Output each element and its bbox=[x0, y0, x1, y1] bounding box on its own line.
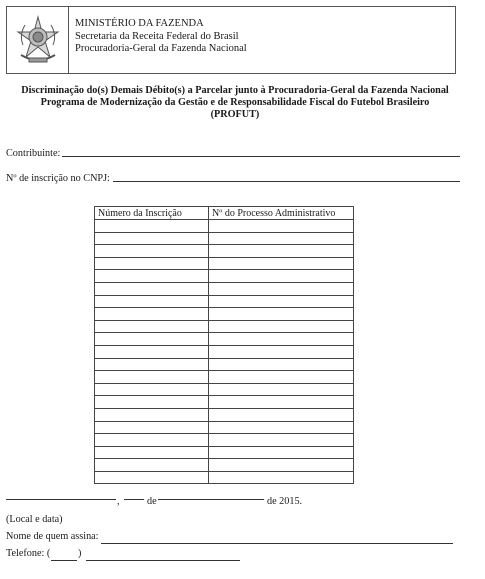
signer-label: Nome de quem assina: bbox=[6, 531, 99, 542]
inscricao-cell[interactable] bbox=[95, 333, 209, 346]
table-row bbox=[95, 333, 354, 346]
processo-cell[interactable] bbox=[209, 421, 354, 434]
table-row bbox=[95, 245, 354, 258]
processo-cell[interactable] bbox=[209, 471, 354, 484]
processo-cell[interactable] bbox=[209, 232, 354, 245]
day-field[interactable] bbox=[124, 499, 144, 500]
table-row bbox=[95, 295, 354, 308]
signer-field[interactable] bbox=[101, 531, 453, 544]
processo-cell[interactable] bbox=[209, 459, 354, 472]
table-row bbox=[95, 232, 354, 245]
processo-cell[interactable] bbox=[209, 245, 354, 258]
inscricao-cell[interactable] bbox=[95, 270, 209, 283]
inscricao-cell[interactable] bbox=[95, 434, 209, 447]
processo-cell[interactable] bbox=[209, 270, 354, 283]
processo-cell[interactable] bbox=[209, 320, 354, 333]
table-row bbox=[95, 421, 354, 434]
title-line-3: (PROFUT) bbox=[210, 109, 260, 120]
phone-area-field[interactable] bbox=[51, 548, 77, 561]
col-inscricao-header: Número da Inscrição bbox=[95, 207, 209, 220]
table-row bbox=[95, 396, 354, 409]
table-row bbox=[95, 371, 354, 384]
table-header-row bbox=[95, 207, 354, 220]
contribuinte-field[interactable] bbox=[62, 156, 460, 157]
inscricao-cell[interactable] bbox=[95, 232, 209, 245]
processo-cell[interactable] bbox=[209, 257, 354, 270]
inscricao-cell[interactable] bbox=[95, 358, 209, 371]
table-row bbox=[95, 345, 354, 358]
processo-cell[interactable] bbox=[209, 371, 354, 384]
inscricao-cell[interactable] bbox=[95, 282, 209, 295]
date-comma: , bbox=[117, 496, 120, 507]
inscricao-cell[interactable] bbox=[95, 308, 209, 321]
inscricao-cell[interactable] bbox=[95, 220, 209, 233]
table-row bbox=[95, 282, 354, 295]
processo-cell[interactable] bbox=[209, 383, 354, 396]
processo-cell[interactable] bbox=[209, 308, 354, 321]
processo-cell[interactable] bbox=[209, 358, 354, 371]
inscricao-cell[interactable] bbox=[95, 245, 209, 258]
table-row bbox=[95, 257, 354, 270]
processo-cell[interactable] bbox=[209, 333, 354, 346]
inscricao-cell[interactable] bbox=[95, 383, 209, 396]
procuradoria-name: Procuradoria-Geral da Fazenda Nacional bbox=[75, 43, 247, 54]
processo-cell[interactable] bbox=[209, 446, 354, 459]
inscricao-cell[interactable] bbox=[95, 371, 209, 384]
processo-cell[interactable] bbox=[209, 220, 354, 233]
cnpj-label: Nº de inscrição no CNPJ: bbox=[6, 173, 110, 184]
local-field[interactable] bbox=[6, 499, 116, 500]
table-row bbox=[95, 383, 354, 396]
header-text bbox=[75, 18, 247, 56]
processo-cell[interactable] bbox=[209, 396, 354, 409]
header-box bbox=[6, 6, 456, 74]
table-row bbox=[95, 220, 354, 233]
inscricao-cell[interactable] bbox=[95, 257, 209, 270]
date-year: de 2015. bbox=[267, 496, 303, 507]
inscricao-cell[interactable] bbox=[95, 345, 209, 358]
processo-cell[interactable] bbox=[209, 434, 354, 447]
table-row bbox=[95, 358, 354, 371]
table-row bbox=[95, 308, 354, 321]
inscricao-cell[interactable] bbox=[95, 396, 209, 409]
secretariat-name: Secretaria da Receita Federal do Brasil bbox=[75, 30, 239, 42]
cnpj-row bbox=[6, 170, 456, 184]
inscricao-cell[interactable] bbox=[95, 471, 209, 484]
table-row bbox=[95, 471, 354, 484]
table-row bbox=[95, 434, 354, 447]
inscricao-cell[interactable] bbox=[95, 320, 209, 333]
table-row bbox=[95, 270, 354, 283]
contribuinte-row bbox=[6, 145, 456, 159]
phone-close: ) bbox=[78, 548, 82, 559]
inscricao-cell[interactable] bbox=[95, 446, 209, 459]
month-field[interactable] bbox=[158, 499, 264, 500]
inscricao-cell[interactable] bbox=[95, 421, 209, 434]
title-line-1: Discriminação do(s) Demais Débito(s) a Parcelar junto à Procuradoria-Geral da Fazenda Nacional bbox=[21, 85, 449, 96]
inscricao-cell[interactable] bbox=[95, 408, 209, 421]
date-de-1: de bbox=[147, 496, 157, 507]
inscricao-cell[interactable] bbox=[95, 295, 209, 308]
table-row bbox=[95, 459, 354, 472]
brazil-coat-of-arms-icon bbox=[15, 15, 61, 65]
process-table bbox=[94, 206, 354, 484]
inscricao-cell[interactable] bbox=[95, 459, 209, 472]
phone-label: Telefone: ( bbox=[6, 548, 51, 559]
table-row bbox=[95, 320, 354, 333]
process-table-body bbox=[95, 220, 354, 484]
col-processo-header: Nº do Processo Administrativo bbox=[209, 207, 354, 220]
table-row bbox=[95, 446, 354, 459]
processo-cell[interactable] bbox=[209, 295, 354, 308]
title-line-2: Programa de Modernização da Gestão e de Responsabilidade Fiscal do Futebol Brasileiro bbox=[40, 97, 430, 108]
seal-cell bbox=[7, 7, 69, 73]
table-row bbox=[95, 408, 354, 421]
processo-cell[interactable] bbox=[209, 282, 354, 295]
processo-cell[interactable] bbox=[209, 408, 354, 421]
processo-cell[interactable] bbox=[209, 345, 354, 358]
phone-number-field[interactable] bbox=[86, 548, 240, 561]
ministry-name: MINISTÉRIO DA FAZENDA bbox=[75, 18, 204, 29]
document-title bbox=[0, 85, 470, 121]
local-data-label: (Local e data) bbox=[6, 514, 63, 525]
contribuinte-label: Contribuinte: bbox=[6, 148, 61, 159]
cnpj-field[interactable] bbox=[113, 181, 460, 182]
